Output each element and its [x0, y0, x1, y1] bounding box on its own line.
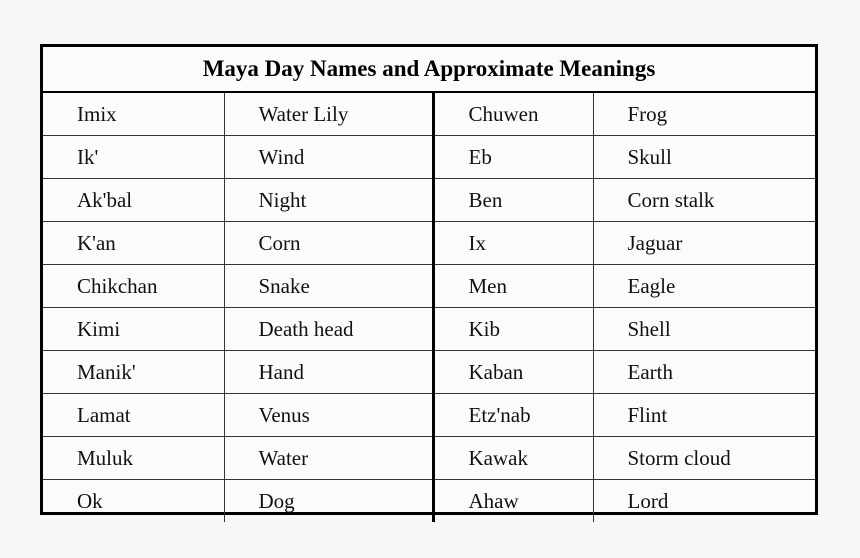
day-name-cell: K'an	[43, 222, 224, 265]
day-name-cell: Muluk	[43, 437, 224, 480]
day-name-cell: Eb	[433, 136, 593, 179]
table-row	[43, 179, 815, 222]
table-row	[43, 136, 815, 179]
table-row	[43, 437, 815, 480]
table-row	[43, 265, 815, 308]
meaning-cell: Night	[224, 179, 433, 222]
meaning-cell: Jaguar	[593, 222, 815, 265]
day-name-cell: Lamat	[43, 394, 224, 437]
day-name-cell: Ben	[433, 179, 593, 222]
day-name-cell: Kib	[433, 308, 593, 351]
meaning-cell: Corn	[224, 222, 433, 265]
day-name-cell: Manik'	[43, 351, 224, 394]
meaning-cell: Shell	[593, 308, 815, 351]
meaning-cell: Wind	[224, 136, 433, 179]
day-name-cell: Chikchan	[43, 265, 224, 308]
meaning-cell: Flint	[593, 394, 815, 437]
maya-day-names-table	[40, 44, 818, 515]
day-name-cell: Etz'nab	[433, 394, 593, 437]
meaning-cell: Water	[224, 437, 433, 480]
meaning-cell: Lord	[627, 488, 669, 513]
day-name-cell: Kaban	[433, 351, 593, 394]
meaning-cell: Earth	[593, 351, 815, 394]
meaning-cell: Skull	[593, 136, 815, 179]
day-name-cell: Ik'	[43, 136, 224, 179]
table-title: Maya Day Names and Approximate Meanings	[43, 47, 815, 92]
meaning-cell: Corn stalk	[593, 179, 815, 222]
day-name-cell: Ahaw	[433, 480, 593, 523]
meaning-cell: Frog	[593, 92, 815, 136]
meaning-cell: Storm cloud	[593, 437, 815, 480]
day-name-cell: Ok	[43, 480, 224, 523]
meaning-cell: Dog	[224, 480, 433, 523]
day-name-cell: Chuwen	[433, 92, 593, 136]
table-row	[43, 351, 815, 394]
table-row	[43, 394, 815, 437]
table-row	[43, 92, 815, 136]
meaning-cell: Eagle	[593, 265, 815, 308]
day-name-cell: Ix	[433, 222, 593, 265]
table-row	[43, 308, 815, 351]
day-name-cell: Men	[433, 265, 593, 308]
day-name-cell: Imix	[43, 92, 224, 136]
meaning-cell: Hand	[224, 351, 433, 394]
meaning-cell: Water Lily	[224, 92, 433, 136]
day-name-cell: Ak'bal	[43, 179, 224, 222]
table-row	[43, 480, 815, 523]
meaning-cell: Venus	[224, 394, 433, 437]
meaning-cell: Snake	[224, 265, 433, 308]
day-name-cell: Kawak	[433, 437, 593, 480]
day-name-cell: Kimi	[43, 308, 224, 351]
title-row	[43, 47, 815, 92]
day-names-grid	[43, 47, 815, 522]
table-row	[43, 222, 815, 265]
meaning-cell: Death head	[224, 308, 433, 351]
